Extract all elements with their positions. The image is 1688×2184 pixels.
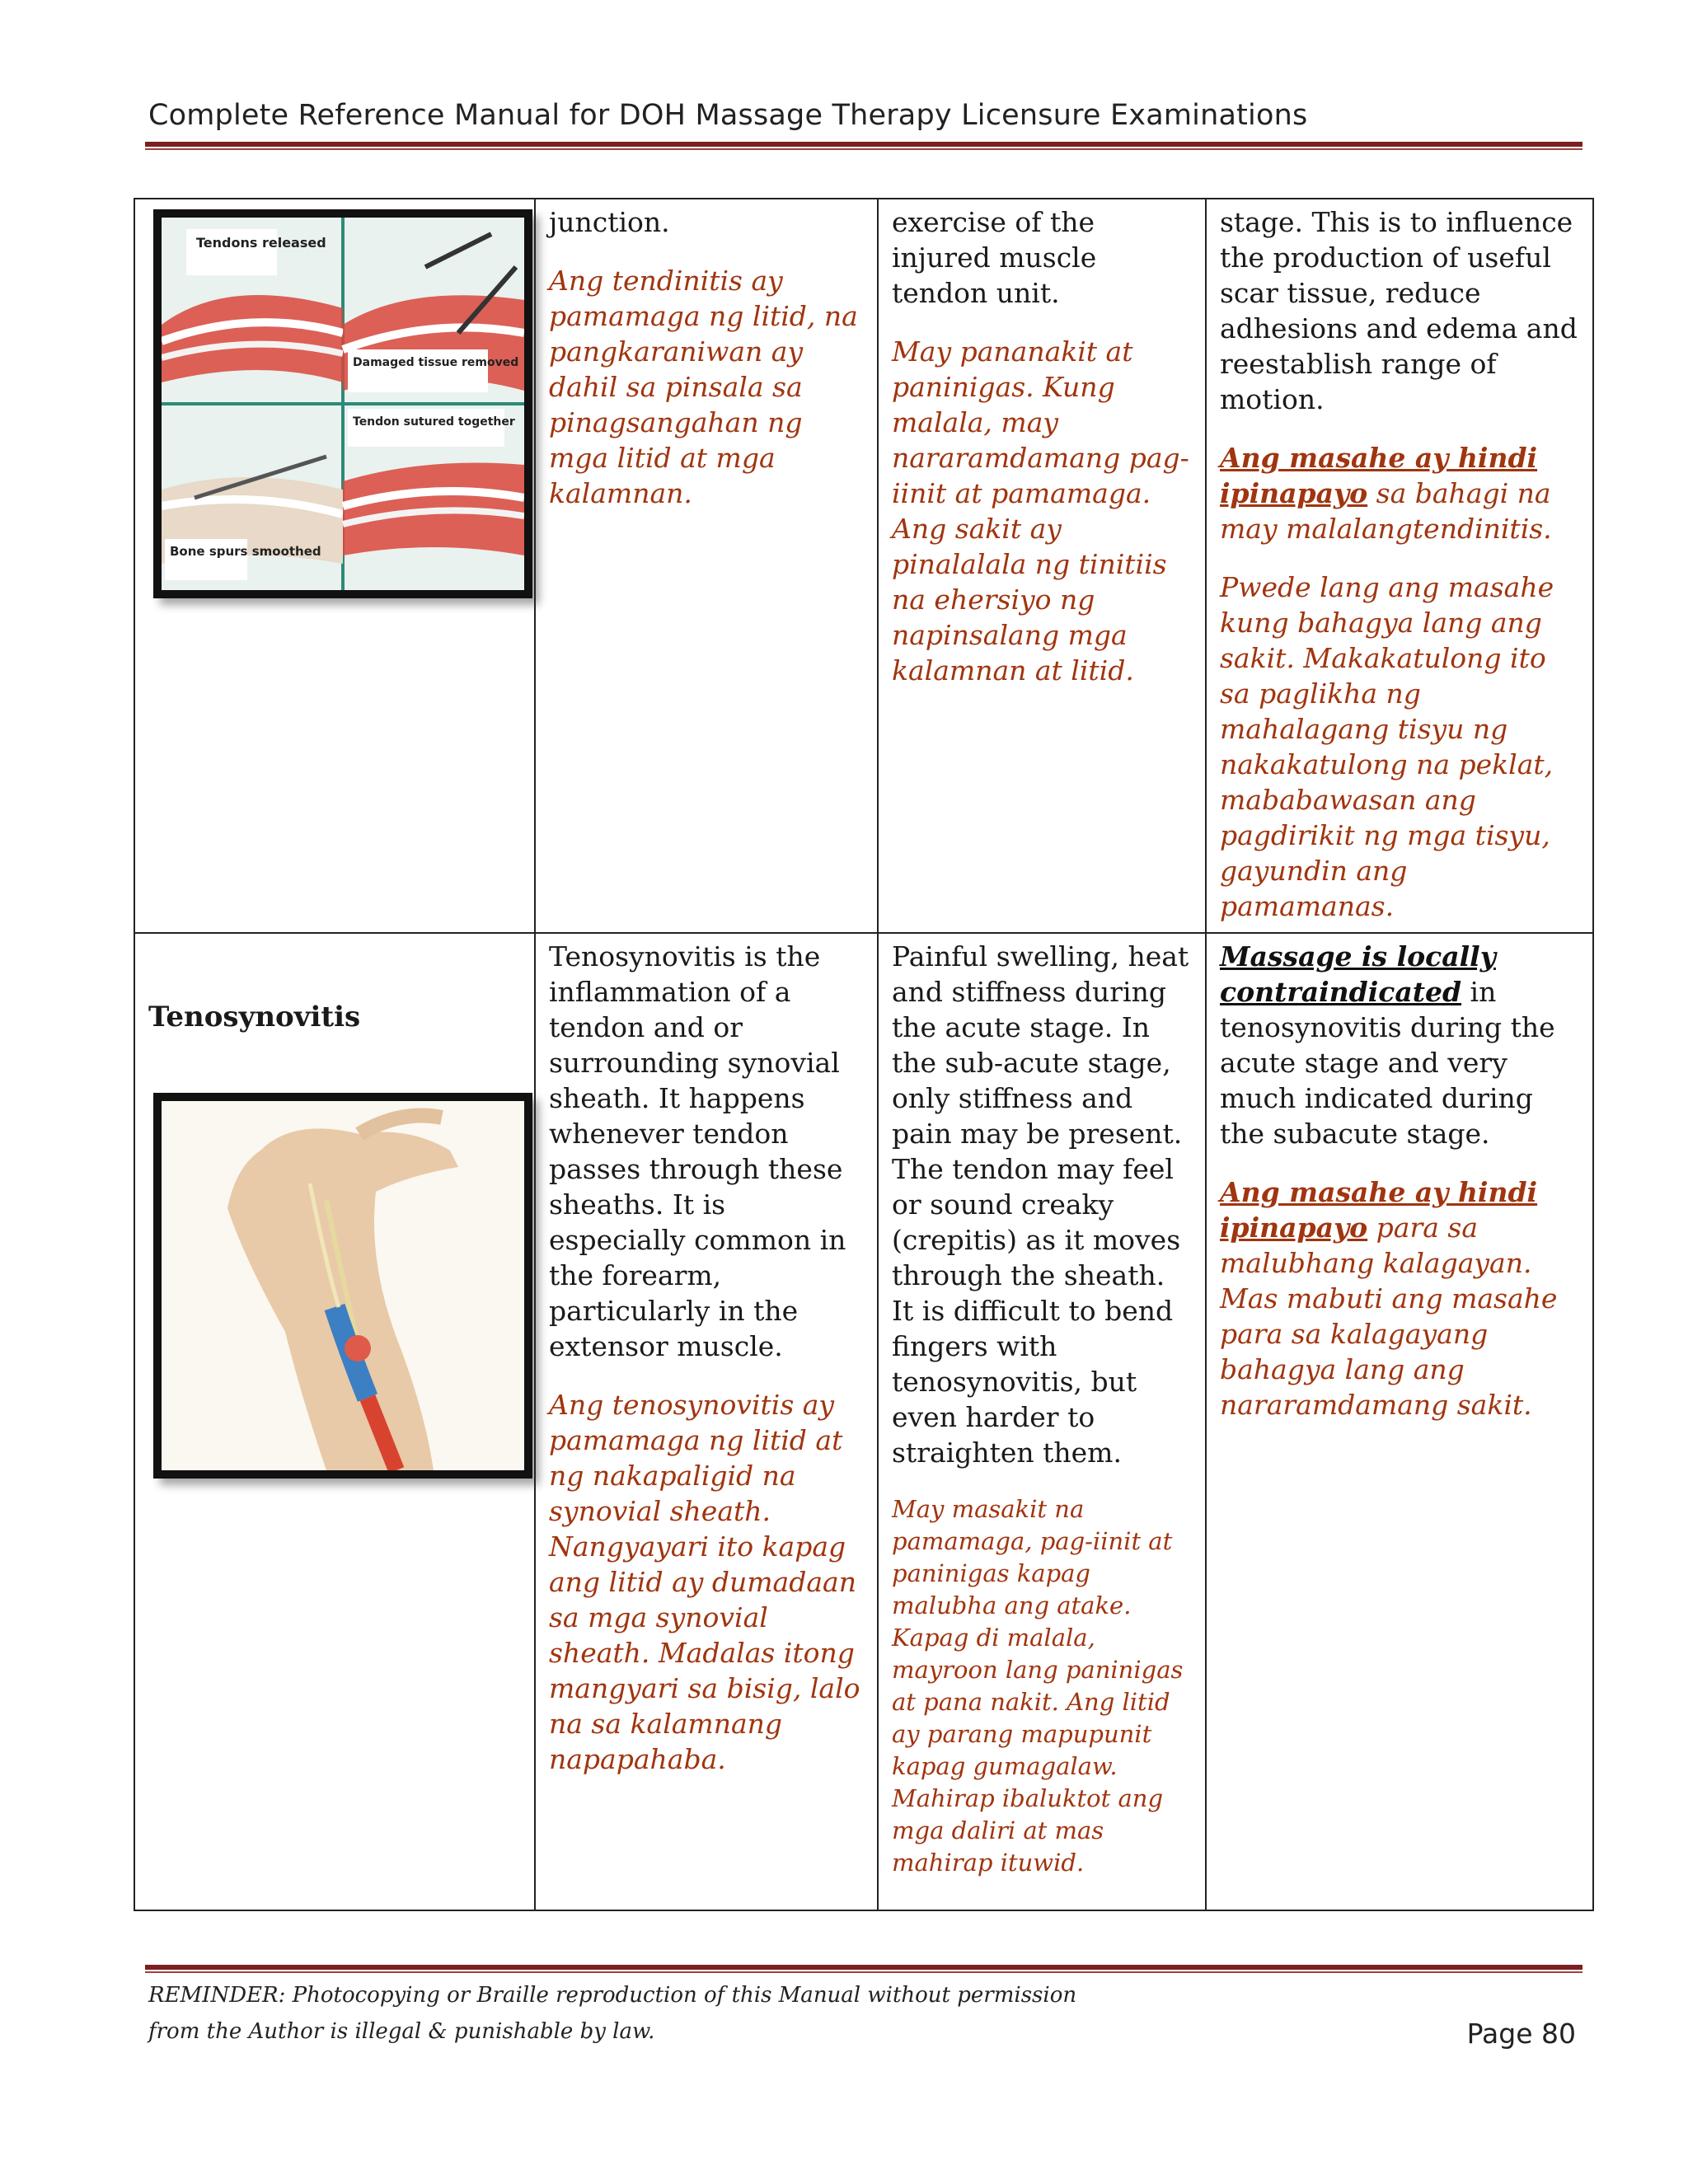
definition-cell bbox=[535, 933, 878, 1910]
massage-warning: Ang masahe ay hindi ipinapayo bbox=[1220, 442, 1538, 509]
symptoms-cell bbox=[878, 933, 1206, 1910]
definition-cell bbox=[535, 199, 878, 933]
definition-tl: Ang tendinitis ay pamamaga ng litid, na pangkaraniwan ay dahil sa pinsala sa pinagsangahan ng mga litid at mga kalamnan. bbox=[549, 265, 858, 509]
footer-rule bbox=[145, 1965, 1582, 1970]
label-damaged-tissue: Damaged tissue removed bbox=[353, 356, 519, 369]
symptoms-en: exercise of the injured muscle tendon unit. bbox=[892, 206, 1097, 309]
massage-cell bbox=[1206, 933, 1593, 1910]
footer-reminder-line2: from the Author is illegal & punishable by law. bbox=[148, 2019, 655, 2044]
page-header-title: Complete Reference Manual for DOH Massage Therapy Licensure Examinations bbox=[148, 99, 1308, 132]
image-cell bbox=[134, 199, 535, 933]
definition-tl: Ang tenosynovitis ay pamamaga ng litid at ng nakapaligid na synovial sheath. Nangyayari ito kapag ang litid ay dumadaan sa mga synovial sheath. Madalas itong mangyari sa bisig, lalo na sa kalamnang napapahaba. bbox=[549, 1389, 860, 1775]
label-bone-spurs: Bone spurs smoothed bbox=[170, 544, 321, 559]
symptoms-en: Painful swelling, heat and stiffness during the acute stage. In the sub-acute stage, only stiffness and pain may be present. The tendon may feel or sound creaky (crepitis) as it moves through the sheath. It is difficult to bend fingers with tenosynovitis, but even harder to straighten them. bbox=[892, 940, 1189, 1469]
condition-name: Tenosynovitis bbox=[148, 1001, 361, 1033]
definition-en: junction. bbox=[549, 206, 670, 238]
massage-tl bbox=[1220, 1174, 1579, 1422]
header-rule bbox=[145, 142, 1582, 147]
massage-tl-rest: para sa malubhang kalagayan. Mas mabuti ang masahe para sa kalagayang bahagya lang ang nararamdamang sakit. bbox=[1220, 1212, 1558, 1421]
symptoms-cell bbox=[878, 199, 1206, 933]
footer-rule-thin bbox=[145, 1971, 1582, 1973]
page-number: Page 80 bbox=[1466, 2018, 1576, 2050]
symptoms-tl: May pananakit at paninigas. Kung malala, may nararamdamang pag-iinit at pamamaga. Ang sakit ay pinalalala ng tinitiis na ehersiyo ng napinsalang mga kalamnan at litid. bbox=[892, 335, 1189, 687]
table-row bbox=[134, 933, 1593, 1910]
condition-cell bbox=[134, 933, 535, 1910]
symptoms-tl: May masakit na pamamaga, pag-iinit at paninigas kapag malubha ang atake. Kapag di malala, mayroon lang paninigas at pana nakit. Ang litid ay parang mapupunit kapag gumagalaw. Mahirap ibaluktot ang mga daliri at mas mahirap ituwid. bbox=[892, 1495, 1184, 1877]
tenosynovitis-hand-illustration bbox=[153, 1093, 532, 1479]
massage-cell bbox=[1206, 199, 1593, 933]
label-tendons-released: Tendons released bbox=[196, 235, 326, 251]
massage-tl-2: Pwede lang ang masahe kung bahagya lang ang sakit. Makakatulong ito sa paglikha ng mahalagang tisyu ng nakakatulong na peklat, mababawasan ang pagdirikit ng mga tisyu, gayundin ang pamamanas. bbox=[1220, 571, 1554, 922]
table-row bbox=[134, 199, 1593, 933]
massage-en-rest: in tenosynovitis during the acute stage and very much indicated during the subacute stage. bbox=[1220, 976, 1555, 1150]
header-rule-thin bbox=[145, 148, 1582, 150]
massage-en bbox=[1220, 939, 1579, 1151]
massage-en: stage. This is to influence the production of useful scar tissue, reduce adhesions and edema and reestablish range of motion. bbox=[1220, 206, 1578, 415]
massage-tl-rest: sa bahagi na may malalangtendinitis. bbox=[1220, 477, 1552, 545]
footer-reminder-line1: REMINDER: Photocopying or Braille reproduction of this Manual without permission bbox=[148, 1983, 1077, 2008]
massage-tl bbox=[1220, 440, 1579, 546]
label-tendon-sutured: Tendon sutured together bbox=[353, 415, 515, 429]
tendon-surgery-illustration bbox=[153, 209, 532, 598]
massage-warning: Ang masahe ay hindi ipinapayo bbox=[1220, 1176, 1538, 1244]
contraindication-warning: Massage is locally contraindicated bbox=[1220, 940, 1496, 1008]
conditions-table bbox=[134, 198, 1594, 1911]
definition-en: Tenosynovitis is the inflammation of a tendon and or surrounding synovial sheath. It happens whenever tendon passes through these sheaths. It is especially common in the forearm, particularly in the extensor muscle. bbox=[549, 940, 846, 1362]
